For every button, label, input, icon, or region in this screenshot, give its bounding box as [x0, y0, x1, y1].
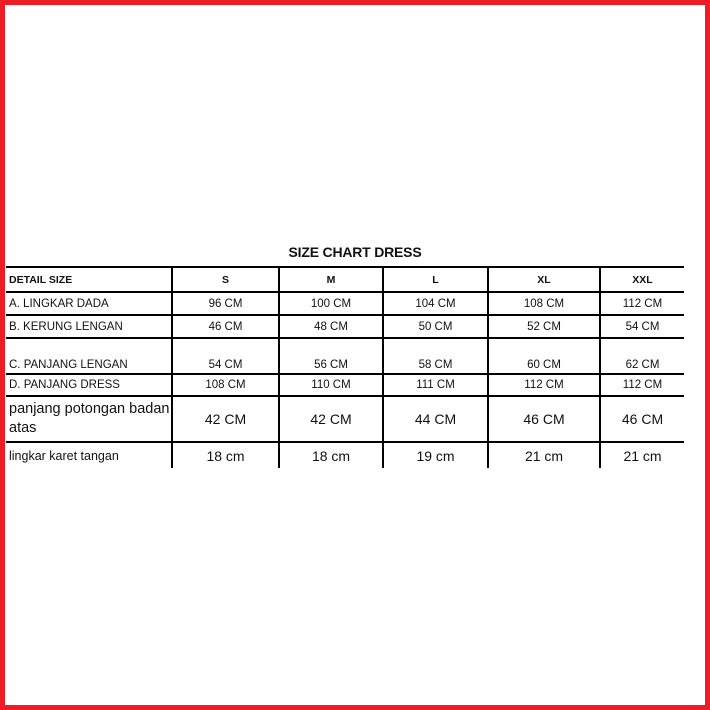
cell-l: 111 CM	[383, 374, 488, 396]
cell-s: 108 CM	[172, 374, 279, 396]
header-row	[6, 267, 684, 292]
cell-xxl: 21 cm	[600, 442, 684, 468]
table-row	[6, 396, 684, 442]
cell-l: 58 CM	[383, 338, 488, 374]
row-label: A. LINGKAR DADA	[6, 292, 172, 315]
table-row	[6, 315, 684, 338]
cell-m: 110 CM	[279, 374, 383, 396]
cell-xl: 46 CM	[488, 396, 600, 442]
header-size-m: M	[279, 267, 383, 292]
row-label: lingkar karet tangan	[9, 448, 119, 463]
chart-title: SIZE CHART DRESS	[288, 244, 422, 260]
cell-l: 50 CM	[383, 315, 488, 338]
cell-xl: 21 cm	[488, 442, 600, 468]
cell-s: 96 CM	[172, 292, 279, 315]
header-detail-size: DETAIL SIZE	[6, 267, 172, 292]
cell-xl: 112 CM	[488, 374, 600, 396]
size-chart-table	[6, 266, 684, 468]
header-size-s: S	[172, 267, 279, 292]
cell-xxl: 54 CM	[600, 315, 684, 338]
table-row	[6, 292, 684, 315]
cell-m: 42 CM	[279, 396, 383, 442]
row-label: panjang potongan badan atas	[6, 396, 172, 442]
cell-xl: 60 CM	[488, 338, 600, 374]
table-row	[6, 442, 684, 468]
cell-s: 46 CM	[172, 315, 279, 338]
cell-xxl: 112 CM	[600, 292, 684, 315]
header-size-l: L	[383, 267, 488, 292]
row-label: C. PANJANG LENGAN	[6, 338, 172, 374]
cell-s: 54 CM	[172, 338, 279, 374]
table-row	[6, 374, 684, 396]
cell-xl: 108 CM	[488, 292, 600, 315]
cell-s: 42 CM	[172, 396, 279, 442]
cell-xxl: 62 CM	[600, 338, 684, 374]
table-row	[6, 338, 684, 374]
cell-l: 19 cm	[383, 442, 488, 468]
cell-xxl: 46 CM	[600, 396, 684, 442]
cell-s: 18 cm	[172, 442, 279, 468]
cell-m: 100 CM	[279, 292, 383, 315]
cell-l: 104 CM	[383, 292, 488, 315]
row-label: D. PANJANG DRESS	[6, 374, 172, 396]
cell-xxl: 112 CM	[600, 374, 684, 396]
cell-m: 18 cm	[279, 442, 383, 468]
header-size-xl: XL	[488, 267, 600, 292]
cell-m: 56 CM	[279, 338, 383, 374]
cell-xl: 52 CM	[488, 315, 600, 338]
header-size-xxl: XXL	[600, 267, 684, 292]
cell-m: 48 CM	[279, 315, 383, 338]
row-label: B. KERUNG LENGAN	[6, 315, 172, 338]
cell-l: 44 CM	[383, 396, 488, 442]
